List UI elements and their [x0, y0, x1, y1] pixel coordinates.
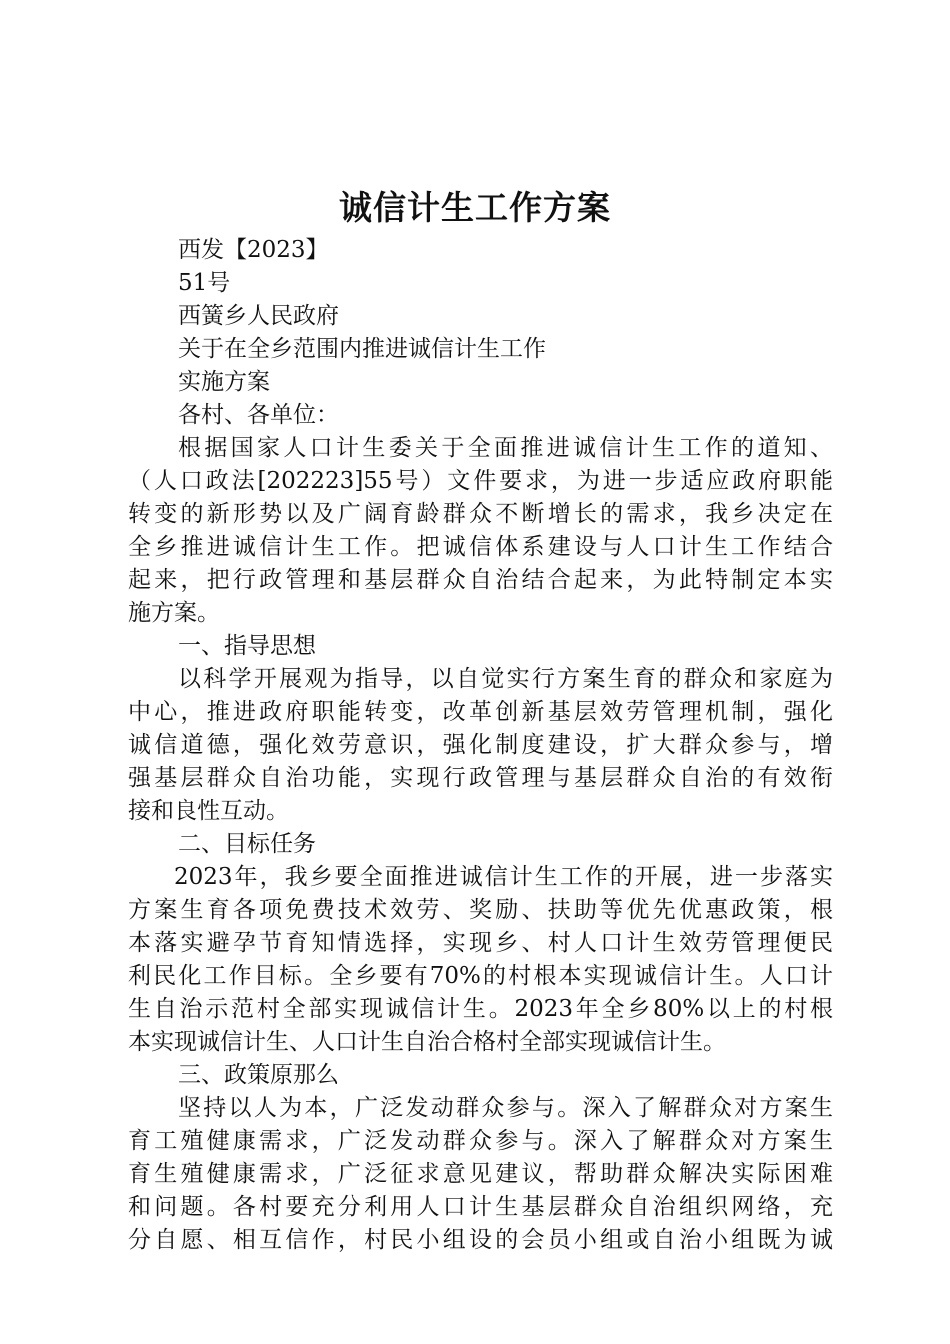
paragraph-line: （人口政法[202223]55号）文件要求，为进一步适应政府职能	[128, 468, 833, 494]
paragraph-line: 坚持以人为本，广泛发动群众参与。深入了解群众对方案生	[178, 1095, 833, 1121]
paragraph-line: 本实现诚信计生、人口计生自治合格村全部实现诚信计生。	[128, 1029, 726, 1055]
doc-number-line: 西发【2023】	[178, 237, 329, 263]
paragraph-line: 强基层群众自治功能，实现行政管理与基层群众自治的有效衔	[128, 765, 833, 791]
section-heading-policy: 三、政策原那么	[178, 1062, 339, 1088]
paragraph-line: 转变的新形势以及广阔育龄群众不断增长的需求，我乡决定在	[128, 501, 833, 527]
paragraph-line: 起来，把行政管理和基层群众自治结合起来，为此特制定本实	[128, 567, 833, 593]
paragraph-line: 育工殖健康需求，广泛发动群众参与。深入了解群众对方案生	[128, 1128, 833, 1154]
subject-line: 关于在全乡范围内推进诚信计生工作	[178, 336, 546, 362]
doc-number-suffix: 51号	[178, 270, 231, 296]
paragraph-line: 2023年，我乡要全面推进诚信计生工作的开展，进一步落实	[174, 864, 833, 890]
section-heading-guiding-thought: 一、指导思想	[178, 633, 316, 659]
section-heading-goals: 二、目标任务	[178, 831, 316, 857]
document-title: 诚信计生工作方案	[339, 188, 611, 227]
paragraph-line: 以科学开展观为指导，以自觉实行方案生育的群众和家庭为	[178, 666, 833, 692]
paragraph-line: 施方案。	[128, 600, 220, 626]
paragraph-line: 生自治示范村全部实现诚信计生。2023年全乡80%以上的村根	[128, 996, 833, 1022]
paragraph-line: 分自愿、相互信作，村民小组设的会员小组或自治小组既为诚	[128, 1227, 833, 1253]
paragraph-line: 利民化工作目标。全乡要有70%的村根本实现诚信计生。人口计	[128, 963, 833, 989]
paragraph-policy	[128, 1092, 833, 1257]
issuer-line: 西簧乡人民政府	[178, 303, 339, 329]
paragraph-line: 本落实避孕节育知情选择，实现乡、村人口计生效劳管理便民	[128, 930, 833, 956]
paragraph-line: 中心，推进政府职能转变，改革创新基层效劳管理机制，强化	[128, 699, 833, 725]
recipients-line: 各村、各单位：	[178, 402, 339, 428]
paragraph-line: 诚信道德，强化效劳意识，强化制度建设，扩大群众参与，增	[128, 732, 833, 758]
paragraph-line: 根据国家人口计生委关于全面推进诚信计生工作的道知、	[178, 435, 833, 461]
paragraph-line: 方案生育各项免费技术效劳、奖励、扶助等优先优惠政策，根	[128, 897, 833, 923]
paragraph-guiding-thought	[128, 663, 833, 828]
paragraph-goals	[128, 861, 833, 1059]
paragraph-line: 和问题。各村要充分利用人口计生基层群众自治组织网络，充	[128, 1194, 833, 1220]
document-body	[128, 234, 833, 1257]
paragraph-line: 全乡推进诚信计生工作。把诚信体系建设与人口计生工作结合	[128, 534, 833, 560]
paragraph-line: 接和良性互动。	[128, 798, 289, 824]
paragraph-line: 育生殖健康需求，广泛征求意见建议，帮助群众解决实际困难	[128, 1161, 833, 1187]
subject-line-2: 实施方案	[178, 369, 270, 395]
paragraph-intro	[128, 432, 833, 630]
